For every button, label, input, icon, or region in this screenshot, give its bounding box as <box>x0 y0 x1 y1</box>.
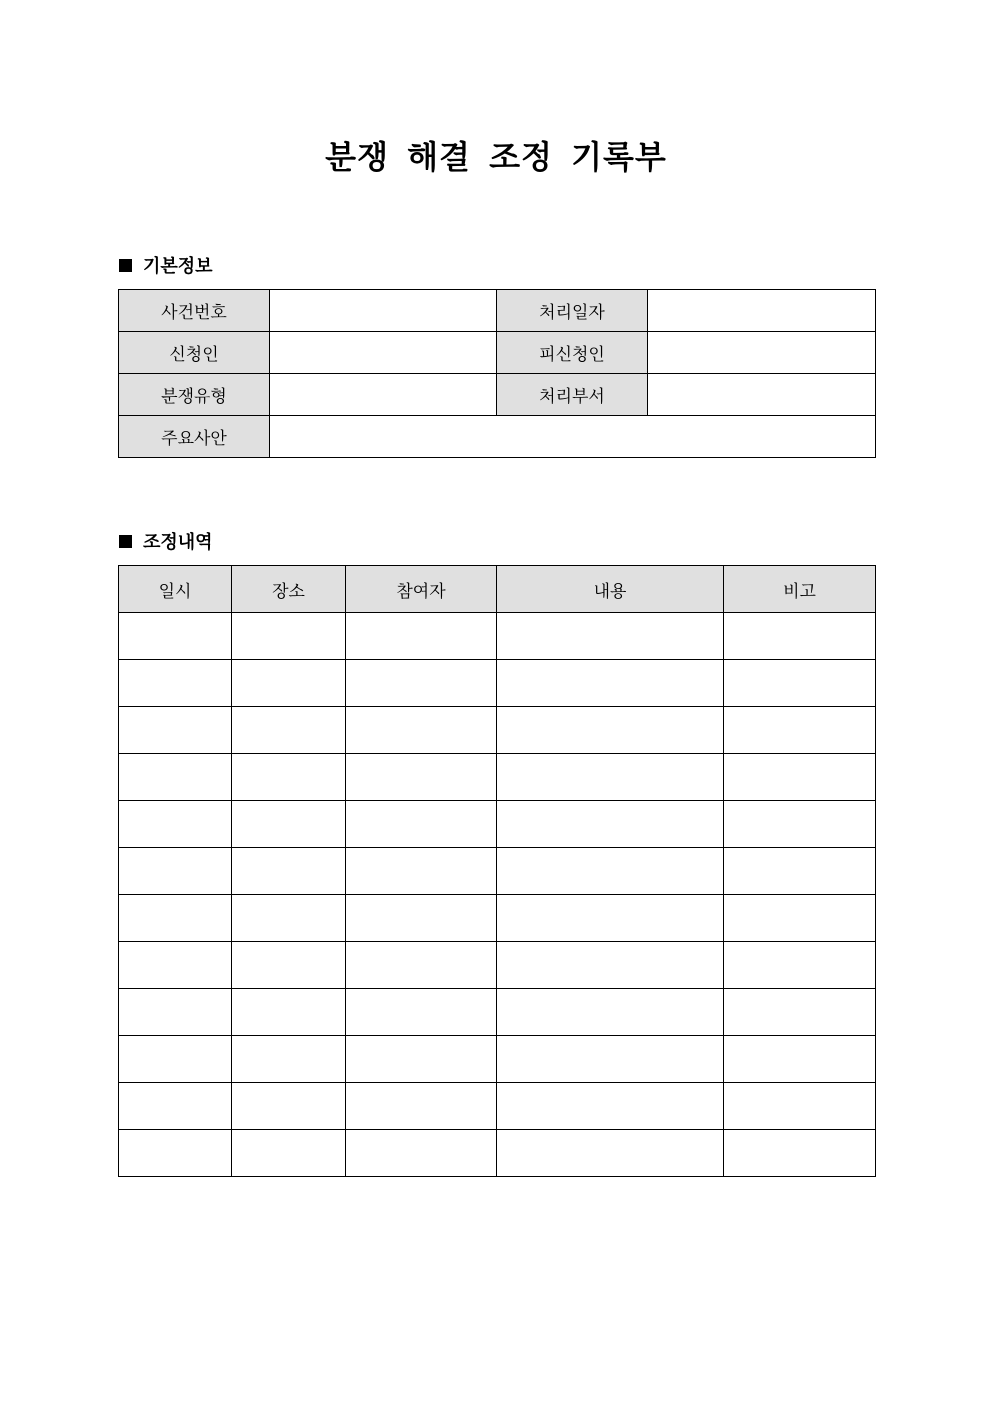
table-row <box>119 942 876 989</box>
key-matters-field[interactable] <box>270 416 876 458</box>
content-cell[interactable] <box>497 942 724 989</box>
content-cell[interactable] <box>497 754 724 801</box>
content-cell[interactable] <box>497 1036 724 1083</box>
department-label: 처리부서 <box>497 374 648 416</box>
location-cell[interactable] <box>232 942 346 989</box>
location-cell[interactable] <box>232 613 346 660</box>
location-cell[interactable] <box>232 1130 346 1177</box>
table-row <box>119 374 876 416</box>
participants-cell[interactable] <box>346 660 497 707</box>
department-field[interactable] <box>648 374 876 416</box>
location-cell[interactable] <box>232 848 346 895</box>
dispute-type-label: 분쟁유형 <box>119 374 270 416</box>
applicant-label: 신청인 <box>119 332 270 374</box>
remarks-cell[interactable] <box>724 989 876 1036</box>
table-row <box>119 754 876 801</box>
participants-cell[interactable] <box>346 848 497 895</box>
table-row <box>119 1083 876 1130</box>
case-number-label: 사건번호 <box>119 290 270 332</box>
remarks-cell[interactable] <box>724 660 876 707</box>
remarks-cell[interactable] <box>724 1083 876 1130</box>
datetime-cell[interactable] <box>119 801 232 848</box>
datetime-cell[interactable] <box>119 1083 232 1130</box>
square-bullet-icon <box>119 259 132 272</box>
location-cell[interactable] <box>232 660 346 707</box>
location-cell[interactable] <box>232 989 346 1036</box>
location-cell[interactable] <box>232 895 346 942</box>
table-row <box>119 895 876 942</box>
participants-cell[interactable] <box>346 1083 497 1130</box>
remarks-cell[interactable] <box>724 1130 876 1177</box>
table-row <box>119 660 876 707</box>
location-cell[interactable] <box>232 707 346 754</box>
datetime-cell[interactable] <box>119 989 232 1036</box>
section-heading-label: 기본정보 <box>143 256 213 277</box>
participants-cell[interactable] <box>346 801 497 848</box>
processing-date-field[interactable] <box>648 290 876 332</box>
datetime-cell[interactable] <box>119 754 232 801</box>
participants-cell[interactable] <box>346 895 497 942</box>
datetime-cell[interactable] <box>119 707 232 754</box>
location-cell[interactable] <box>232 754 346 801</box>
column-header-content: 내용 <box>497 566 724 613</box>
datetime-cell[interactable] <box>119 942 232 989</box>
datetime-cell[interactable] <box>119 1036 232 1083</box>
location-cell[interactable] <box>232 1036 346 1083</box>
content-cell[interactable] <box>497 707 724 754</box>
remarks-cell[interactable] <box>724 613 876 660</box>
table-row <box>119 613 876 660</box>
participants-cell[interactable] <box>346 1130 497 1177</box>
section-heading-mediation <box>119 528 213 554</box>
remarks-cell[interactable] <box>724 1036 876 1083</box>
mediation-table <box>118 565 876 1177</box>
remarks-cell[interactable] <box>724 754 876 801</box>
content-cell[interactable] <box>497 1130 724 1177</box>
table-row <box>119 989 876 1036</box>
participants-cell[interactable] <box>346 707 497 754</box>
participants-cell[interactable] <box>346 989 497 1036</box>
datetime-cell[interactable] <box>119 895 232 942</box>
remarks-cell[interactable] <box>724 848 876 895</box>
section-heading-basic-info <box>119 252 213 278</box>
remarks-cell[interactable] <box>724 895 876 942</box>
respondent-field[interactable] <box>648 332 876 374</box>
table-row <box>119 1130 876 1177</box>
dispute-type-field[interactable] <box>270 374 497 416</box>
location-cell[interactable] <box>232 1083 346 1130</box>
page-title: 분쟁 해결 조정 기록부 <box>325 138 667 176</box>
content-cell[interactable] <box>497 848 724 895</box>
column-header-remarks: 비고 <box>724 566 876 613</box>
key-matters-label: 주요사안 <box>119 416 270 458</box>
column-header-datetime: 일시 <box>119 566 232 613</box>
table-row <box>119 848 876 895</box>
table-row <box>119 707 876 754</box>
content-cell[interactable] <box>497 895 724 942</box>
table-row <box>119 416 876 458</box>
datetime-cell[interactable] <box>119 613 232 660</box>
remarks-cell[interactable] <box>724 942 876 989</box>
respondent-label: 피신청인 <box>497 332 648 374</box>
participants-cell[interactable] <box>346 613 497 660</box>
datetime-cell[interactable] <box>119 848 232 895</box>
content-cell[interactable] <box>497 1083 724 1130</box>
table-row <box>119 1036 876 1083</box>
content-cell[interactable] <box>497 801 724 848</box>
basic-info-table <box>118 289 876 458</box>
remarks-cell[interactable] <box>724 801 876 848</box>
content-cell[interactable] <box>497 989 724 1036</box>
table-row <box>119 332 876 374</box>
location-cell[interactable] <box>232 801 346 848</box>
square-bullet-icon <box>119 535 132 548</box>
case-number-field[interactable] <box>270 290 497 332</box>
table-header-row <box>119 566 876 613</box>
datetime-cell[interactable] <box>119 1130 232 1177</box>
column-header-location: 장소 <box>232 566 346 613</box>
section-heading-label: 조정내역 <box>143 532 213 553</box>
content-cell[interactable] <box>497 613 724 660</box>
table-row <box>119 801 876 848</box>
participants-cell[interactable] <box>346 754 497 801</box>
remarks-cell[interactable] <box>724 707 876 754</box>
participants-cell[interactable] <box>346 942 497 989</box>
participants-cell[interactable] <box>346 1036 497 1083</box>
table-row <box>119 290 876 332</box>
applicant-field[interactable] <box>270 332 497 374</box>
content-cell[interactable] <box>497 660 724 707</box>
processing-date-label: 처리일자 <box>497 290 648 332</box>
column-header-participants: 참여자 <box>346 566 497 613</box>
datetime-cell[interactable] <box>119 660 232 707</box>
